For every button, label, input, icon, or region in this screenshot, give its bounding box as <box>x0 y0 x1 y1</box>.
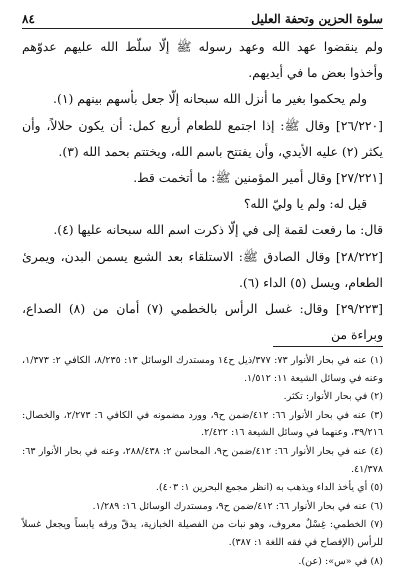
footnote: (٧) الخطمي: غِسْلٌ معروف، وهو نبات من الفصيلة الخبازية، يدقّ ورقه يابساً ويجعل غسلاً للرأس (الإفصاح في فقه اللغة ١: ٣٨٧). <box>22 519 383 548</box>
footnote: (٣) عنه في بحار الأنوار ٦٦: ٤١٢/ضمن ح٩، وورد مضمونه في الكافي ٦: ٢/٢٧٣، والخصال: ٣٩/٢١٦، وعنهما في وسائل الشيعة ١٦: ٢/٤٢٢. <box>22 409 383 439</box>
paragraph: ولم ينقضوا عهد الله وعهد رسوله ﷺ إلّا سلّط الله عليهم عدوّهم وأخذوا بعض ما في أيديهم. <box>22 39 383 81</box>
paragraph: ولم يحكموا بغير ما أنزل الله سبحانه إلّا جعل بأسهم بينهم (١). <box>53 91 367 107</box>
footnote: (٥) أي يأخذ الداء ويذهب به (انظر مجمع البحرين ١: ٤٠٣). <box>155 482 383 494</box>
paragraph: [٢٩/٢٢٣] وقال: غسل الرأس بالخطمي (٧) أمان من (٨) الصداع، وبراءة من <box>22 301 383 343</box>
page-header <box>22 6 383 26</box>
paragraph: قيل له: ولم يا وليّ الله؟ <box>243 196 367 212</box>
footnote: (٦) عنه في بحار الأنوار ٦٦: ٤١٢/ضمن ح٩، ومستدرك الوسائل ١٦: ١/٢٨٩. <box>92 500 383 512</box>
footnote: (٨) في «س»: (عن). <box>298 555 383 567</box>
main-text <box>22 34 383 348</box>
footnote: (١) عنه في بحار الأنوار ٧٣: ٣٧٧/ذيل ح١٤ ومستدرك الوسائل ١٣: ٨/٢٣٥، الكافي ٢: ١/٣٧٣، وعنه في وسائل الشيعة ١١: ١/٥١٢. <box>22 355 383 384</box>
footnote: (٤) عنه في بحار الأنوار ٦٦: ٤١٢/ضمن ح٩، المحاسن ٢: ٢٨٨/٤٣٨، وعنه في بحار الأنوار ٦٣: ٤١/٣٧٨. <box>22 445 383 475</box>
paragraph: [٢٧/٢٢١] وقال أمير المؤمنين ﷺ: ما أتخمت قط. <box>133 170 383 186</box>
header-rule <box>22 28 383 29</box>
footnote: (٢) في بحار الأنوار: تكثر. <box>283 391 383 403</box>
paragraph: [٢٦/٢٢٠] وقال ﷺ: إذا اجتمع للطعام أربع كمل: أن يكون حلالاً، وأن يكثر (٢) عليه الأيدي، وأن يفتتح باسم الله، ويختتم بحمد الله (٣). <box>22 117 383 159</box>
footnote-separator <box>273 346 383 347</box>
paragraph: قال: ما رفعت لقمة إلى في إلّا ذكرت اسم الله سبحانه عليها (٤). <box>53 222 383 238</box>
footnotes <box>22 352 383 571</box>
paragraph: [٢٨/٢٢٢] وقال الصادق ﷺ: الاستلقاء بعد الشبع يسمن البدن، ويمرئ الطعام، ويسل (٥) الداء (٦). <box>22 248 383 290</box>
running-title: سلوة الحزين وتحفة العليل <box>251 12 383 26</box>
page-number: ٨٤ <box>22 12 35 26</box>
